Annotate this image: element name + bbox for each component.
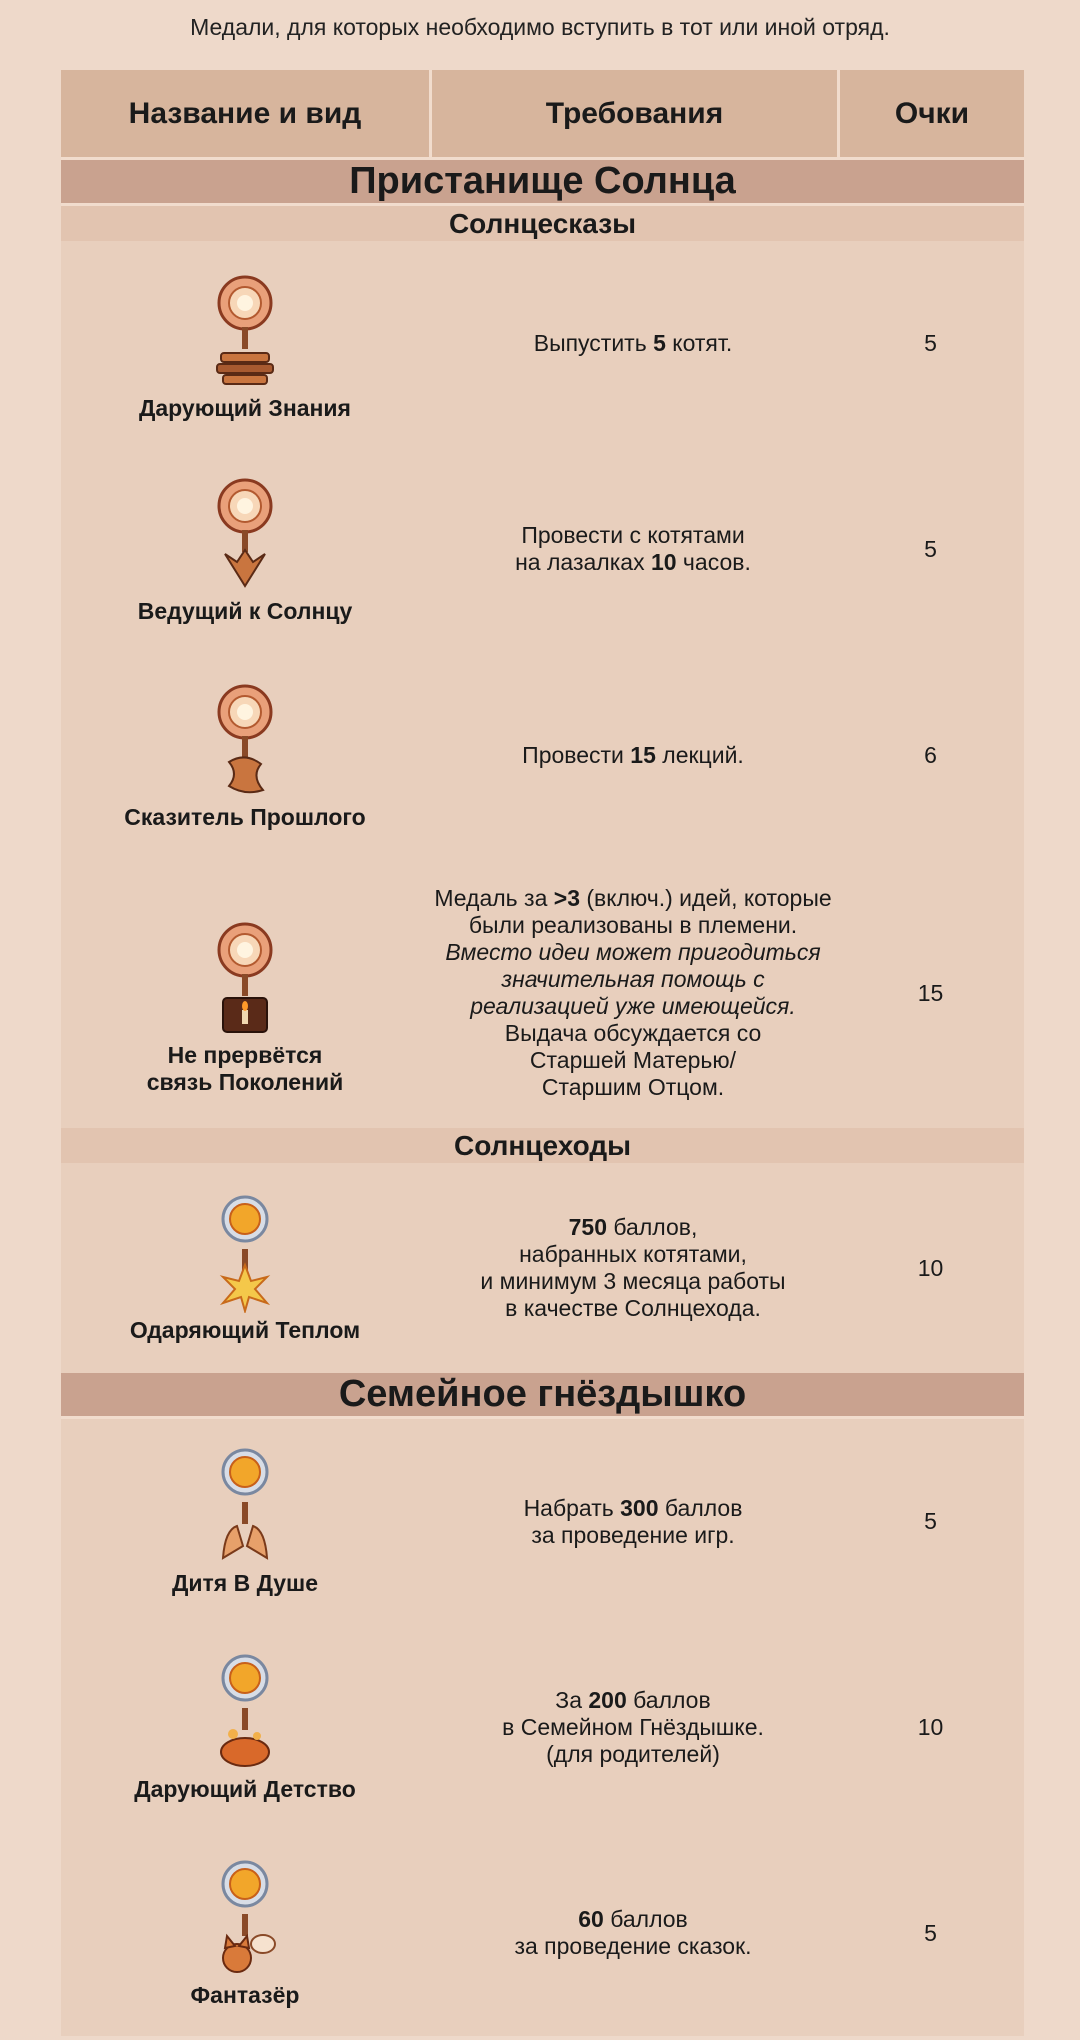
medal-name: Одаряющий Теплом: [129, 1316, 361, 1343]
requirement-text: Провести: [522, 741, 631, 768]
rose-medal-hand-icon: [205, 474, 285, 594]
requirement-line: [531, 1522, 734, 1549]
requirement-text: Медаль за: [434, 885, 554, 911]
sun-medal-fox-icon: [205, 1652, 285, 1772]
requirement-number: 300: [620, 1494, 659, 1521]
requirement-text: на лазалках: [515, 549, 651, 575]
requirement-line: [501, 966, 764, 993]
requirement-line: [530, 1047, 736, 1074]
requirements-cell: [429, 330, 837, 357]
requirement-text: и минимум 3 месяца работы: [480, 1268, 786, 1294]
requirement-line: [480, 1268, 785, 1295]
table-row: [61, 1624, 1024, 1830]
requirement-number: 200: [588, 1686, 627, 1713]
requirement-line: [519, 1241, 747, 1268]
requirement-text: за проведение сказок.: [514, 1933, 752, 1959]
table-row: [61, 1419, 1024, 1624]
requirement-text: (для родителей): [546, 1740, 720, 1767]
points-cell: 5: [924, 1508, 937, 1534]
medal-name: Фантазёр: [190, 1981, 300, 2008]
requirement-text: за проведение игр.: [531, 1521, 735, 1548]
requirement-line: [534, 330, 733, 357]
requirements-cell: [429, 1214, 837, 1322]
medal-cell: [61, 474, 429, 625]
requirement-text: Провести с котятами: [521, 522, 745, 548]
requirement-text: лекций.: [655, 741, 744, 768]
requirement-line: [470, 993, 796, 1020]
section-title: Семейное гнёздышко: [61, 1373, 1024, 1419]
points-cell: 5: [924, 330, 937, 356]
header-points: Очки: [837, 70, 1024, 157]
medal-name: Дарующий Детство: [134, 1775, 356, 1802]
rose-medal-candle-icon: [205, 918, 285, 1038]
requirement-text: реализацией уже имеющейся.: [470, 993, 796, 1019]
requirement-line: [524, 1495, 743, 1522]
requirement-text: часов.: [676, 549, 751, 575]
requirement-line: [546, 1741, 720, 1768]
requirement-text: котят.: [665, 330, 733, 356]
requirement-line: [505, 1295, 761, 1322]
medal-cell: [61, 890, 429, 1096]
medal-name: Сказитель Прошлого: [124, 803, 366, 830]
points-cell: 10: [917, 1713, 944, 1740]
table-header: [61, 70, 1024, 160]
requirement-line: [469, 912, 797, 939]
points-cell: 10: [917, 1254, 944, 1281]
requirement-text: Вместо идеи может пригодиться: [445, 939, 821, 965]
requirement-line: [505, 1020, 762, 1047]
rose-medal-books-icon: [205, 271, 285, 391]
requirements-cell: [429, 1687, 837, 1768]
requirement-line: [522, 742, 744, 769]
medal-cell: [61, 1446, 429, 1597]
requirement-text: (включ.) идей, которые: [580, 885, 832, 911]
section-title: Пристанище Солнца: [61, 160, 1024, 206]
requirements-cell: [429, 1906, 837, 1960]
requirement-text: Старшим Отцом.: [541, 1074, 725, 1100]
requirements-cell: [429, 522, 837, 576]
requirement-line: [542, 1074, 724, 1101]
subsection-title: Солнцесказы: [61, 206, 1024, 241]
medal-cell: [61, 1193, 429, 1344]
points-cell: 15: [917, 979, 944, 1006]
table-row: [61, 1163, 1024, 1373]
table-row: [61, 652, 1024, 858]
requirements-cell: [429, 885, 837, 1101]
requirement-text: в Семейном Гнёздышке.: [502, 1713, 764, 1740]
medal-name: Не прервётся связь Поколений: [146, 1042, 344, 1095]
requirement-number: 10: [650, 549, 677, 575]
table-row: [61, 446, 1024, 652]
table-row: [61, 1830, 1024, 2036]
requirement-text: баллов,: [607, 1214, 698, 1240]
requirement-number: 15: [630, 741, 656, 768]
rows-group: [61, 1419, 1024, 2036]
requirement-line: [555, 1687, 710, 1714]
requirement-number: 750: [568, 1214, 608, 1240]
requirement-text: Набрать: [523, 1494, 621, 1521]
requirement-line: [521, 522, 744, 549]
requirements-cell: [429, 1495, 837, 1549]
requirement-number: 5: [653, 330, 666, 356]
points-cell: 5: [924, 1919, 937, 1946]
medal-name: Дарующий Знания: [139, 395, 351, 421]
medal-name: Ведущий к Солнцу: [137, 597, 353, 624]
requirement-text: баллов: [658, 1494, 743, 1521]
medal-cell: [61, 1652, 429, 1803]
requirement-line: [514, 1933, 751, 1960]
requirement-text: баллов: [626, 1686, 711, 1713]
medals-table: [61, 70, 1024, 2036]
requirement-line: [502, 1714, 764, 1741]
rows-group: [61, 241, 1024, 1128]
points-cell: 6: [924, 741, 937, 768]
requirement-text: Выпустить: [533, 330, 654, 356]
requirement-text: были реализованы в племени.: [468, 912, 798, 938]
requirement-text: Выдача обсуждается со: [504, 1020, 762, 1046]
rows-group: [61, 1163, 1024, 1373]
requirement-text: Старшей Матерью/: [529, 1047, 737, 1073]
requirement-line: [445, 939, 820, 966]
sun-medal-hands-icon: [205, 1446, 285, 1566]
points-cell: 5: [924, 535, 937, 562]
requirement-line: [434, 885, 831, 912]
requirement-text: баллов: [603, 1906, 688, 1932]
intro-text: Медали, для которых необходимо вступить в тот или иной отряд.: [190, 14, 890, 40]
requirement-text: За: [555, 1686, 589, 1713]
header-requirements: Требования: [429, 70, 837, 157]
table-row: [61, 858, 1024, 1128]
medal-cell: [61, 1858, 429, 2009]
medal-name: Дитя В Душе: [171, 1570, 319, 1596]
requirement-text: в качестве Солнцехода.: [505, 1295, 761, 1321]
requirement-line: [578, 1906, 688, 1933]
requirement-line: [515, 549, 751, 576]
requirement-text: значительная помощь с: [501, 966, 765, 992]
medal-cell: [61, 265, 429, 422]
subsection-title: Солнцеходы: [61, 1128, 1024, 1163]
rose-medal-scroll-icon: [205, 680, 285, 800]
sun-medal-glow-icon: [205, 1193, 285, 1313]
requirements-cell: [429, 742, 837, 769]
sun-medal-cat-icon: [205, 1858, 285, 1978]
requirement-text: набранных котятами,: [519, 1241, 747, 1267]
requirement-number: >3: [553, 885, 580, 911]
medal-cell: [61, 680, 429, 831]
requirement-line: [569, 1214, 698, 1241]
table-row: [61, 241, 1024, 446]
requirement-number: 60: [578, 1906, 604, 1932]
header-name: Название и вид: [128, 96, 362, 130]
